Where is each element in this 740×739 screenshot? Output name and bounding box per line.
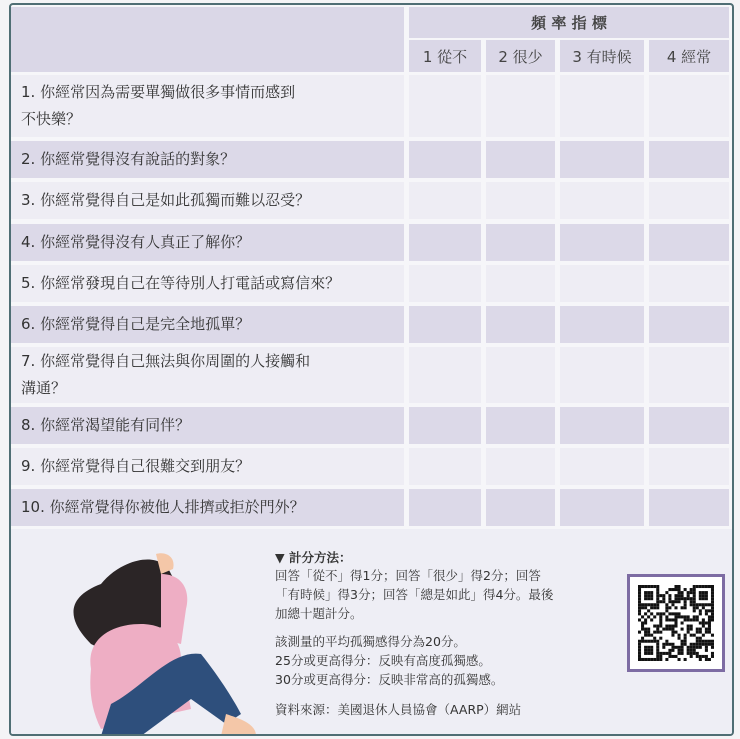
answer-cell[interactable] [560,224,644,261]
answer-cell[interactable] [409,182,481,219]
answer-cell[interactable] [560,306,644,343]
answer-cell[interactable] [409,224,481,261]
answer-cell[interactable] [409,141,481,178]
answer-cell[interactable] [649,224,729,261]
sad-woman-illustration [31,529,271,736]
option-header: 3 有時候 [560,40,644,72]
header-blank [11,7,404,72]
answer-cell[interactable] [560,489,644,526]
question-6: 6. 你經常覺得自己是完全地孤單？ [11,306,404,343]
answer-cell[interactable] [409,347,481,403]
source-text: 資料來源：美國退休人員協會（AARP）網站 [275,702,522,717]
answer-cell[interactable] [560,265,644,302]
answer-cell[interactable] [486,448,555,485]
answer-cell[interactable] [409,489,481,526]
answer-cell[interactable] [649,265,729,302]
scoring-line: 加總十題計分。 [275,606,363,621]
answer-cell[interactable] [649,182,729,219]
answer-cell[interactable] [486,347,555,403]
answer-cell[interactable] [486,407,555,444]
option-header: 2 很少 [486,40,555,72]
answer-cell[interactable] [649,306,729,343]
question-2: 2. 你經常覺得沒有說話的對象？ [11,141,404,178]
answer-cell[interactable] [560,407,644,444]
question-3: 3. 你經常覺得自己是如此孤獨而難以忍受？ [11,182,404,219]
scoring-title: ▼ 計分方法： [275,550,352,565]
result-line: 30分或更高得分：反映非常高的孤獨感。 [275,672,504,687]
option-header: 1 從不 [409,40,481,72]
answer-cell[interactable] [409,407,481,444]
answer-cell[interactable] [409,306,481,343]
answer-cell[interactable] [649,407,729,444]
question-8: 8. 你經常渴望能有同伴？ [11,407,404,444]
result-line: 該測量的平均孤獨感得分為20分。 [275,634,466,649]
answer-cell[interactable] [486,489,555,526]
answer-cell[interactable] [486,182,555,219]
qr-code[interactable] [627,574,725,672]
answer-cell[interactable] [486,306,555,343]
footer [11,529,732,736]
answer-cell[interactable] [560,448,644,485]
answer-cell[interactable] [409,265,481,302]
answer-cell[interactable] [486,224,555,261]
answer-cell[interactable] [649,347,729,403]
question-1: 1. 你經常因為需要單獨做很多事情而感到 不快樂？ [11,75,404,137]
loneliness-scale-card [9,3,734,736]
option-header: 4 經常 [649,40,729,72]
answer-cell[interactable] [486,141,555,178]
question-10: 10. 你經常覺得你被他人排擠或拒於門外？ [11,489,404,526]
scoring-line: 回答「從不」得1分；回答「很少」得2分；回答 [275,568,541,583]
scoring-line: 「有時候」得3分；回答「總是如此」得4分。最後 [275,587,554,602]
answer-cell[interactable] [649,448,729,485]
answer-cell[interactable] [560,347,644,403]
answer-cell[interactable] [409,448,481,485]
answer-cell[interactable] [649,489,729,526]
question-5: 5. 你經常發現自己在等待別人打電話或寫信來？ [11,265,404,302]
answer-cell[interactable] [560,141,644,178]
answer-cell[interactable] [486,265,555,302]
result-line: 25分或更高得分：反映有高度孤獨感。 [275,653,491,668]
answer-cell[interactable] [486,75,555,137]
frequency-header: 頻 率 指 標 [409,7,729,38]
answer-cell[interactable] [409,75,481,137]
answer-cell[interactable] [649,75,729,137]
answer-cell[interactable] [560,182,644,219]
answer-cell[interactable] [649,141,729,178]
question-9: 9. 你經常覺得自己很難交到朋友？ [11,448,404,485]
question-7: 7. 你經常覺得自己無法與你周圍的人接觸和 溝通？ [11,347,404,403]
question-4: 4. 你經常覺得沒有人真正了解你？ [11,224,404,261]
answer-cell[interactable] [560,75,644,137]
